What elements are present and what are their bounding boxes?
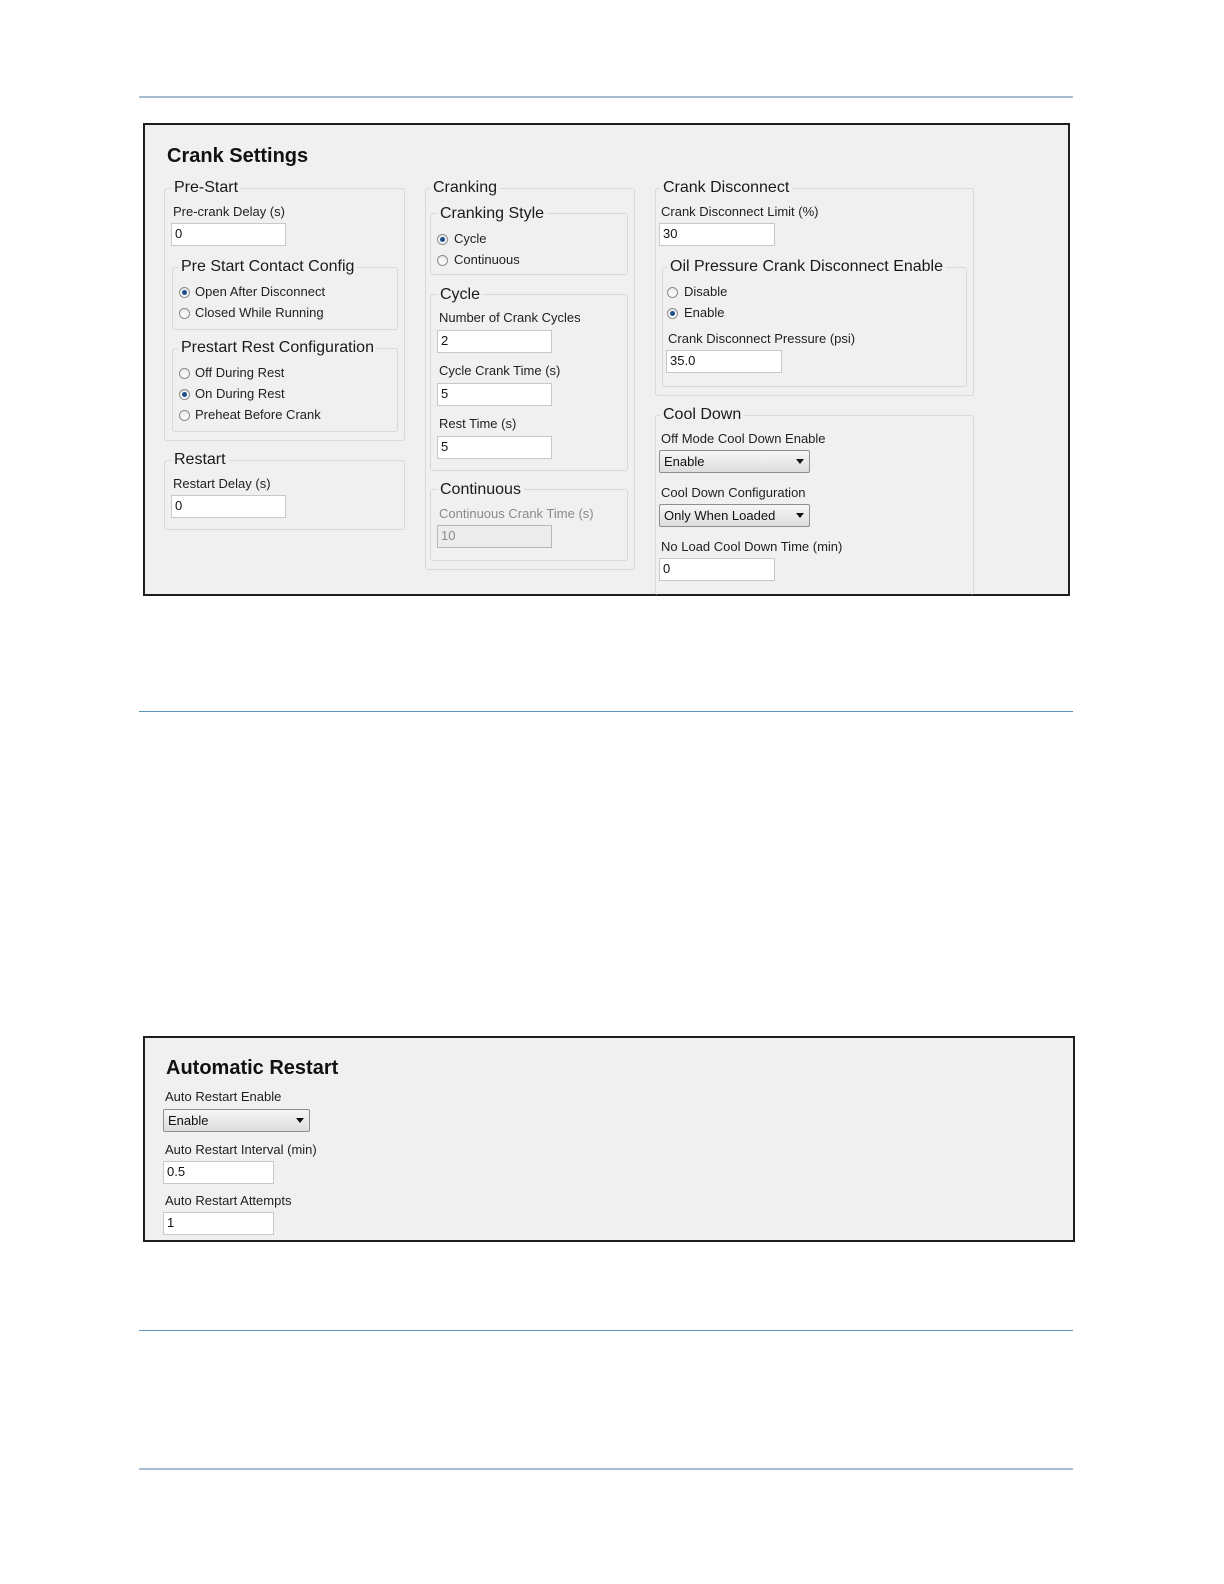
- on-during-rest-label[interactable]: On During Rest: [195, 386, 285, 401]
- prestart-rest-title: Prestart Rest Configuration: [178, 339, 377, 357]
- chevron-down-icon: [796, 513, 804, 518]
- crank-disconnect-limit-label: Crank Disconnect Limit (%): [661, 204, 819, 219]
- crank-settings-panel: [143, 123, 1070, 596]
- off-mode-cool-down-select[interactable]: [659, 450, 810, 473]
- middle-rule: [139, 711, 1073, 712]
- open-after-disconnect-label[interactable]: Open After Disconnect: [195, 284, 326, 299]
- cycle-crank-time-label: Cycle Crank Time (s): [439, 363, 561, 378]
- continuous-radio[interactable]: [437, 255, 448, 266]
- cranking-style-title: Cranking Style: [437, 205, 547, 223]
- preheat-before-crank-radio[interactable]: [179, 410, 190, 421]
- cranking-title: Cranking: [430, 179, 500, 197]
- cycle-radio[interactable]: [437, 234, 448, 245]
- precrank-delay-label: Pre-crank Delay (s): [173, 204, 285, 219]
- chevron-down-icon: [796, 459, 804, 464]
- prestart-title: Pre-Start: [171, 179, 241, 197]
- off-mode-cool-down-value: Enable: [664, 454, 705, 469]
- off-during-rest-label[interactable]: Off During Rest: [195, 365, 285, 380]
- oil-pressure-title: Oil Pressure Crank Disconnect Enable: [667, 258, 946, 276]
- crank-cycles-input[interactable]: 2: [437, 330, 552, 353]
- no-load-cool-down-label: No Load Cool Down Time (min): [661, 539, 843, 554]
- restart-title: Restart: [171, 451, 229, 469]
- on-during-rest-radio[interactable]: [179, 389, 190, 400]
- oil-disable-radio[interactable]: [667, 287, 678, 298]
- oil-enable-radio[interactable]: [667, 308, 678, 319]
- crank-disconnect-pressure-input[interactable]: 35.0: [666, 350, 782, 373]
- rest-time-label: Rest Time (s): [439, 416, 517, 431]
- continuous-title: Continuous: [437, 481, 524, 499]
- closed-while-running-label[interactable]: Closed While Running: [195, 305, 324, 320]
- closed-while-running-radio[interactable]: [179, 308, 190, 319]
- auto-restart-enable-select[interactable]: [163, 1109, 310, 1132]
- auto-restart-attempts-input[interactable]: 1: [163, 1212, 274, 1235]
- rest-time-input[interactable]: 5: [437, 436, 552, 459]
- crank-disconnect-limit-input[interactable]: 30: [659, 223, 775, 246]
- panel-title: Crank Settings: [167, 145, 309, 167]
- bottom-rule: [139, 1468, 1073, 1470]
- automatic-restart-panel: [143, 1036, 1075, 1242]
- restart-delay-input[interactable]: 0: [171, 495, 286, 518]
- cool-down-config-value: Only When Loaded: [664, 508, 776, 523]
- continuous-crank-time-input: 10: [437, 525, 552, 548]
- crank-cycles-label: Number of Crank Cycles: [439, 310, 581, 325]
- auto-restart-enable-value: Enable: [168, 1113, 209, 1128]
- auto-restart-interval-input[interactable]: 0.5: [163, 1161, 274, 1184]
- chevron-down-icon: [296, 1118, 304, 1123]
- off-during-rest-radio[interactable]: [179, 368, 190, 379]
- continuous-label[interactable]: Continuous: [454, 252, 520, 267]
- cool-down-config-label: Cool Down Configuration: [661, 485, 806, 500]
- crank-disconnect-pressure-label: Crank Disconnect Pressure (psi): [668, 331, 856, 346]
- auto-restart-enable-label: Auto Restart Enable: [165, 1089, 282, 1104]
- oil-disable-label[interactable]: Disable: [684, 284, 728, 299]
- open-after-disconnect-radio[interactable]: [179, 287, 190, 298]
- oil-enable-label[interactable]: Enable: [684, 305, 725, 320]
- top-rule: [139, 96, 1073, 98]
- prestart-contact-title: Pre Start Contact Config: [178, 258, 357, 276]
- auto-restart-attempts-label: Auto Restart Attempts: [165, 1193, 292, 1208]
- cycle-crank-time-input[interactable]: 5: [437, 383, 552, 406]
- cool-down-title: Cool Down: [660, 406, 744, 424]
- auto-restart-interval-label: Auto Restart Interval (min): [165, 1142, 317, 1157]
- off-mode-cool-down-label: Off Mode Cool Down Enable: [661, 431, 826, 446]
- auto-restart-title: Automatic Restart: [166, 1057, 339, 1079]
- cycle-label[interactable]: Cycle: [454, 231, 487, 246]
- crank-disconnect-title: Crank Disconnect: [660, 179, 792, 197]
- preheat-before-crank-label[interactable]: Preheat Before Crank: [195, 407, 321, 422]
- no-load-cool-down-input[interactable]: 0: [659, 558, 775, 581]
- cool-down-config-select[interactable]: [659, 504, 810, 527]
- cycle-title: Cycle: [437, 286, 483, 304]
- precrank-delay-input[interactable]: 0: [171, 223, 286, 246]
- lower-rule: [139, 1330, 1073, 1331]
- restart-delay-label: Restart Delay (s): [173, 476, 271, 491]
- continuous-crank-time-label: Continuous Crank Time (s): [439, 506, 594, 521]
